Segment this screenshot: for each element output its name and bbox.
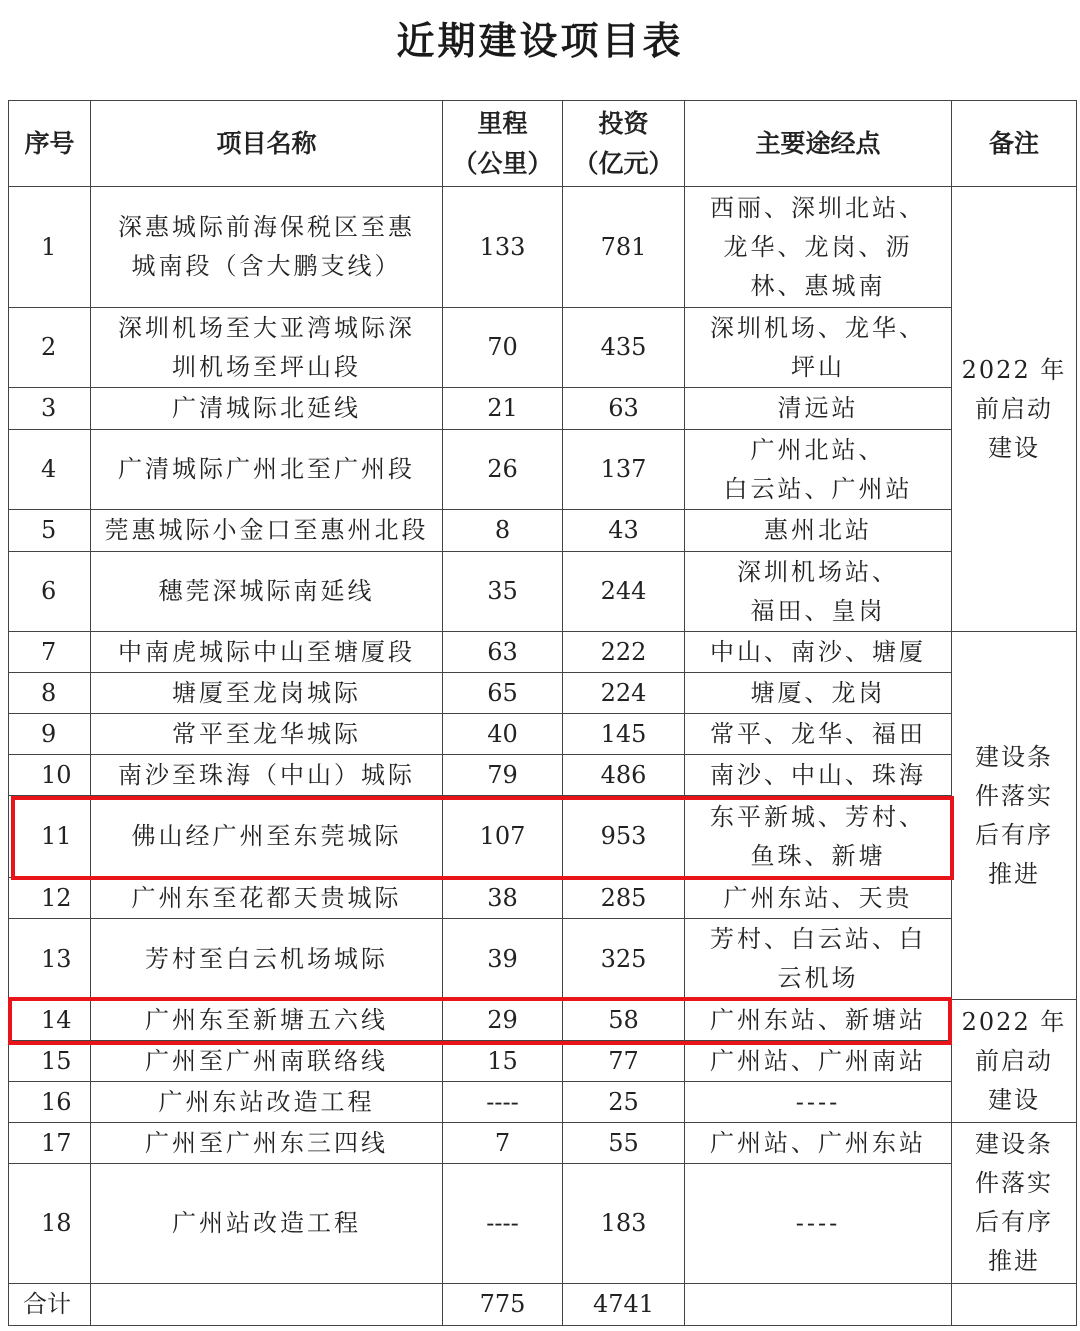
project-name-line: 芳村至白云机场城际 bbox=[145, 944, 388, 973]
cell-no: 3 bbox=[9, 388, 91, 430]
cell-length: 133 bbox=[443, 187, 563, 308]
cell-no: 18 bbox=[9, 1164, 91, 1284]
cell-project-name bbox=[91, 552, 443, 632]
project-name-line: 常平至龙华城际 bbox=[172, 719, 361, 748]
project-name-line: 塘厦至龙岗城际 bbox=[172, 678, 361, 707]
project-name-line: 广州东至新塘五六线 bbox=[145, 1005, 388, 1034]
header-route: 主要途经点 bbox=[685, 101, 952, 187]
cell-route bbox=[685, 308, 952, 388]
cell-project-name bbox=[91, 714, 443, 755]
route-line: 林、惠城南 bbox=[750, 271, 886, 300]
cell-total-route bbox=[685, 1284, 952, 1326]
project-name-line: 广清城际北延线 bbox=[172, 394, 361, 422]
route-line: 云机场 bbox=[777, 964, 859, 992]
project-table bbox=[8, 100, 1077, 1326]
route-line: 东平新城、芳村、 bbox=[710, 802, 926, 831]
note-line: 前启动 bbox=[975, 1046, 1053, 1075]
table-row bbox=[9, 552, 1077, 632]
cell-length: 39 bbox=[443, 919, 563, 1000]
table-row bbox=[9, 308, 1077, 388]
project-name-line: 深圳机场至大亚湾城际深 bbox=[118, 313, 415, 342]
header-investment-label: 投资 bbox=[598, 108, 649, 138]
route-line: 坪山 bbox=[791, 352, 845, 381]
cell-project-name bbox=[91, 510, 443, 552]
cell-length: 8 bbox=[443, 510, 563, 552]
cell-length: 35 bbox=[443, 552, 563, 632]
cell-length: 79 bbox=[443, 755, 563, 796]
project-name-line: 中南虎城际中山至塘厦段 bbox=[118, 637, 415, 666]
table-row bbox=[9, 714, 1077, 755]
cell-no: 4 bbox=[9, 430, 91, 510]
cell-investment: 781 bbox=[563, 187, 685, 308]
table-row bbox=[9, 388, 1077, 430]
project-name-line: 广州站改造工程 bbox=[172, 1209, 361, 1237]
cell-route bbox=[685, 388, 952, 430]
cell-no: 10 bbox=[9, 755, 91, 796]
cell-project-name bbox=[91, 796, 443, 878]
table-row bbox=[9, 796, 1077, 878]
table-row bbox=[9, 632, 1077, 673]
cell-route bbox=[685, 552, 952, 632]
cell-no: 11 bbox=[9, 796, 91, 878]
table-row bbox=[9, 1082, 1077, 1123]
cell-investment: 58 bbox=[563, 1000, 685, 1041]
cell-investment: 224 bbox=[563, 673, 685, 714]
table-row bbox=[9, 1123, 1077, 1164]
note-line: 后有序 bbox=[975, 1208, 1053, 1236]
cell-route bbox=[685, 1123, 952, 1164]
cell-route bbox=[685, 878, 952, 919]
cell-project-name bbox=[91, 1000, 443, 1041]
header-no: 序号 bbox=[9, 101, 91, 187]
project-name-line: 穗莞深城际南延线 bbox=[158, 577, 375, 605]
cell-investment: 486 bbox=[563, 755, 685, 796]
cell-no: 12 bbox=[9, 878, 91, 919]
cell-note bbox=[952, 632, 1077, 1000]
cell-length: 65 bbox=[443, 673, 563, 714]
cell-investment: 63 bbox=[563, 388, 685, 430]
route-line: 广州站、广州东站 bbox=[710, 1128, 926, 1157]
cell-investment: 325 bbox=[563, 919, 685, 1000]
cell-investment: 43 bbox=[563, 510, 685, 552]
route-line: 福田、皇岗 bbox=[750, 596, 886, 625]
route-line: 塘厦、龙岗 bbox=[750, 678, 886, 707]
route-line: 清远站 bbox=[777, 394, 859, 422]
header-name: 项目名称 bbox=[91, 101, 443, 187]
cell-no: 14 bbox=[9, 1000, 91, 1041]
cell-no: 2 bbox=[9, 308, 91, 388]
cell-length: 7 bbox=[443, 1123, 563, 1164]
cell-project-name bbox=[91, 308, 443, 388]
cell-project-name bbox=[91, 1164, 443, 1284]
cell-investment: 137 bbox=[563, 430, 685, 510]
route-line: 鱼珠、新塘 bbox=[750, 841, 886, 870]
note-line: 件落实 bbox=[975, 1169, 1053, 1197]
cell-route bbox=[685, 1041, 952, 1082]
route-line: 惠州北站 bbox=[764, 516, 872, 544]
route-line: 南沙、中山、珠海 bbox=[710, 760, 926, 789]
note-line: 建设条 bbox=[975, 1130, 1053, 1158]
cell-project-name bbox=[91, 919, 443, 1000]
page-title: 近期建设项目表 bbox=[396, 19, 684, 63]
header-investment bbox=[563, 101, 685, 187]
cell-investment: 25 bbox=[563, 1082, 685, 1123]
cell-project-name bbox=[91, 430, 443, 510]
cell-project-name bbox=[91, 388, 443, 430]
cell-length: 15 bbox=[443, 1041, 563, 1082]
cell-route bbox=[685, 510, 952, 552]
cell-project-name bbox=[91, 1041, 443, 1082]
cell-total-note bbox=[952, 1284, 1077, 1326]
cell-route bbox=[685, 796, 952, 878]
header-length bbox=[443, 101, 563, 187]
cell-no: 16 bbox=[9, 1082, 91, 1123]
cell-length: ---- bbox=[443, 1082, 563, 1123]
header-length-label: 里程 bbox=[477, 108, 528, 138]
note-line: 建设 bbox=[988, 1085, 1040, 1114]
cell-route bbox=[685, 430, 952, 510]
route-line: 西丽、深圳北站、 bbox=[710, 193, 926, 222]
table-row bbox=[9, 919, 1077, 1000]
note-line: 推进 bbox=[988, 859, 1040, 888]
cell-total-investment: 4741 bbox=[563, 1284, 685, 1326]
cell-project-name bbox=[91, 632, 443, 673]
cell-total-name bbox=[91, 1284, 443, 1326]
cell-route bbox=[685, 714, 952, 755]
route-line: 白云站、广州站 bbox=[723, 474, 913, 503]
project-name-line: 莞惠城际小金口至惠州北段 bbox=[104, 516, 429, 544]
route-line: 广州东站、天贵 bbox=[723, 883, 913, 912]
cell-project-name bbox=[91, 187, 443, 308]
cell-project-name bbox=[91, 878, 443, 919]
cell-route bbox=[685, 1000, 952, 1041]
route-line: 芳村、白云站、白 bbox=[710, 925, 926, 953]
cell-route bbox=[685, 187, 952, 308]
cell-no: 1 bbox=[9, 187, 91, 308]
note-line: 2022 年 bbox=[961, 355, 1067, 384]
cell-length: 63 bbox=[443, 632, 563, 673]
note-line: 后有序 bbox=[975, 820, 1053, 849]
table-row bbox=[9, 1164, 1077, 1284]
route-line: 深圳机场站、 bbox=[737, 557, 899, 586]
cell-route bbox=[685, 1164, 952, 1284]
cell-length: 21 bbox=[443, 388, 563, 430]
table-row bbox=[9, 1041, 1077, 1082]
project-name-line: 深惠城际前海保税区至惠 bbox=[118, 213, 415, 241]
project-name-line: 南沙至珠海（中山）城际 bbox=[118, 760, 415, 789]
cell-total-label: 合计 bbox=[9, 1284, 91, 1326]
route-line: 广州站、广州南站 bbox=[710, 1046, 926, 1075]
header-length-unit: （公里） bbox=[452, 148, 553, 178]
route-line: 广州东站、新塘站 bbox=[710, 1005, 926, 1034]
table-row bbox=[9, 430, 1077, 510]
cell-route bbox=[685, 632, 952, 673]
cell-no: 15 bbox=[9, 1041, 91, 1082]
project-name-line: 广州东站改造工程 bbox=[158, 1087, 375, 1116]
cell-investment: 435 bbox=[563, 308, 685, 388]
cell-project-name bbox=[91, 673, 443, 714]
table-row bbox=[9, 1000, 1077, 1041]
cell-no: 7 bbox=[9, 632, 91, 673]
cell-route bbox=[685, 673, 952, 714]
cell-project-name bbox=[91, 1123, 443, 1164]
route-line: 中山、南沙、塘厦 bbox=[710, 637, 926, 666]
table-row bbox=[9, 755, 1077, 796]
note-line: 前启动 bbox=[975, 394, 1053, 423]
project-name-line: 圳机场至坪山段 bbox=[172, 352, 361, 381]
cell-investment: 285 bbox=[563, 878, 685, 919]
note-line: 2022 年 bbox=[961, 1007, 1067, 1036]
table-row bbox=[9, 673, 1077, 714]
cell-length: 26 bbox=[443, 430, 563, 510]
cell-route bbox=[685, 919, 952, 1000]
total-row bbox=[9, 1284, 1077, 1326]
cell-note bbox=[952, 1123, 1077, 1284]
cell-investment: 55 bbox=[563, 1123, 685, 1164]
cell-length: 38 bbox=[443, 878, 563, 919]
cell-no: 8 bbox=[9, 673, 91, 714]
route-line: 龙华、龙岗、沥 bbox=[723, 232, 913, 261]
cell-project-name bbox=[91, 755, 443, 796]
cell-no: 5 bbox=[9, 510, 91, 552]
cell-length: ---- bbox=[443, 1164, 563, 1284]
cell-no: 9 bbox=[9, 714, 91, 755]
cell-length: 40 bbox=[443, 714, 563, 755]
project-name-line: 广州至广州东三四线 bbox=[145, 1128, 388, 1157]
route-line: 深圳机场、龙华、 bbox=[710, 313, 926, 342]
project-name-line: 城南段（含大鹏支线） bbox=[131, 252, 402, 280]
header-note: 备注 bbox=[952, 101, 1077, 187]
cell-investment: 77 bbox=[563, 1041, 685, 1082]
cell-note bbox=[952, 1000, 1077, 1123]
cell-investment: 145 bbox=[563, 714, 685, 755]
project-name-line: 佛山经广州至东莞城际 bbox=[131, 822, 402, 850]
cell-length: 107 bbox=[443, 796, 563, 878]
note-line: 建设条 bbox=[975, 742, 1053, 771]
table-body bbox=[9, 187, 1077, 1326]
cell-investment: 222 bbox=[563, 632, 685, 673]
cell-route bbox=[685, 1082, 952, 1123]
table-row bbox=[9, 878, 1077, 919]
note-line: 建设 bbox=[988, 433, 1040, 462]
cell-investment: 953 bbox=[563, 796, 685, 878]
cell-note bbox=[952, 187, 1077, 632]
header-investment-unit: （亿元） bbox=[573, 148, 674, 178]
cell-investment: 244 bbox=[563, 552, 685, 632]
header-row bbox=[9, 101, 1077, 187]
cell-no: 17 bbox=[9, 1123, 91, 1164]
project-name-line: 广州至广州南联络线 bbox=[145, 1046, 388, 1075]
note-line: 件落实 bbox=[975, 781, 1053, 810]
route-line: 广州北站、 bbox=[750, 435, 886, 464]
cell-project-name bbox=[91, 1082, 443, 1123]
route-line: ---- bbox=[795, 1087, 841, 1116]
cell-length: 70 bbox=[443, 308, 563, 388]
table-row bbox=[9, 510, 1077, 552]
cell-length: 29 bbox=[443, 1000, 563, 1041]
cell-total-length: 775 bbox=[443, 1284, 563, 1326]
cell-investment: 183 bbox=[563, 1164, 685, 1284]
route-line: 常平、龙华、福田 bbox=[710, 719, 926, 748]
project-name-line: 广州东至花都天贵城际 bbox=[131, 883, 402, 912]
table-row bbox=[9, 187, 1077, 308]
route-line: ---- bbox=[795, 1209, 841, 1237]
project-name-line: 广清城际广州北至广州段 bbox=[118, 455, 415, 483]
cell-no: 13 bbox=[9, 919, 91, 1000]
cell-no: 6 bbox=[9, 552, 91, 632]
note-line: 推进 bbox=[988, 1247, 1040, 1275]
cell-route bbox=[685, 755, 952, 796]
